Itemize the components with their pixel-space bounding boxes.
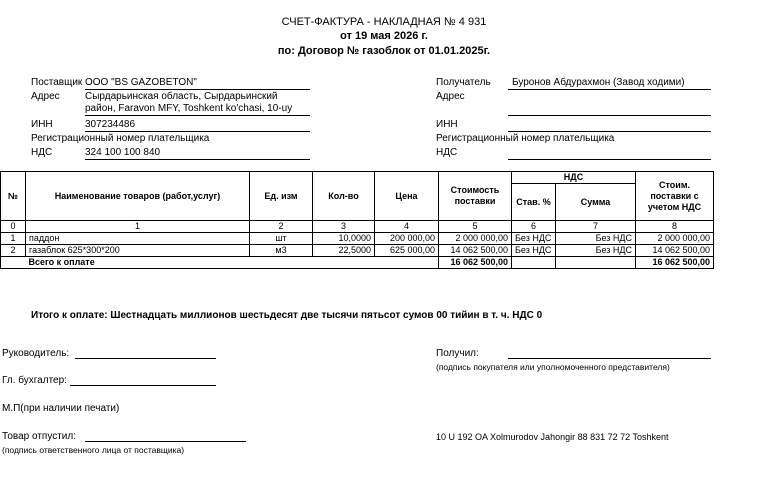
director-signature-line [75,358,216,359]
document-title: СЧЕТ-ФАКТУРА - НАКЛАДНАЯ № 4 931 [281,16,487,28]
document-date: от 19 мая 2026 г. [340,30,428,42]
supplier-inn: 307234486 [85,119,136,130]
buyer-reg-label: Регистрационный номер плательщика [436,133,615,144]
director-label: Руководитель: [2,348,70,359]
total-with-vat: 16 062 500,00 [636,257,714,269]
colnum-6: 6 [512,221,556,233]
supplier-label: Поставщик [31,77,83,88]
total-cost: 16 062 500,00 [439,257,512,269]
row-name: газаблок 625*300*200 [26,245,250,257]
total-row [1,257,714,269]
row-cost: 2 000 000,00 [439,233,512,245]
supplier-inn-line [85,131,310,132]
supplier-address-label: Адрес [31,91,60,102]
row-name: паддон [26,233,250,245]
supplier-vat: 324 100 100 840 [85,147,161,158]
colnum-3: 3 [313,221,375,233]
colnum-2: 2 [250,221,313,233]
released-note: (подпись ответственного лица от поставщика) [2,445,185,455]
row-vat-sum: Без НДС [556,245,636,257]
col-header-qty: Кол-во [313,172,375,221]
accountant-label: Гл. бухгалтер: [2,375,67,386]
buyer-name-line [508,89,711,90]
table-row [1,245,714,257]
col-header-unit: Ед. изм [250,172,313,221]
buyer-inn-line [508,131,711,132]
row-qty: 10,0000 [313,233,375,245]
col-header-price: Цена [375,172,439,221]
colnum-1: 1 [26,221,250,233]
row-price: 200 000,00 [375,233,439,245]
row-vat-rate: Без НДС [512,233,556,245]
row-vat-rate: Без НДС [512,245,556,257]
supplier-name-line [85,89,310,90]
colnum-8: 8 [636,221,714,233]
colnum-4: 4 [375,221,439,233]
buyer-inn-label: ИНН [436,119,458,130]
colnum-0: 0 [1,221,26,233]
col-header-vat-group: НДС [512,172,636,184]
row-num: 2 [1,245,26,257]
accountant-signature-line [70,385,216,386]
supplier-inn-label: ИНН [31,119,53,130]
supplier-vat-line [85,159,310,160]
column-number-row [1,221,714,233]
items-table [0,171,714,269]
col-header-vat-rate: Став. % [512,184,556,221]
buyer-vat-line [508,159,711,160]
buyer-name: Буронов Абдурахмон (Завод ходими) [512,77,685,88]
buyer-label: Получатель [436,77,491,88]
supplier-name: ООО "BS GAZOBETON" [85,77,197,88]
contract-reference: по: Договор № газоблок от 01.01.2025г. [277,45,491,57]
colnum-7: 7 [556,221,636,233]
buyer-vat-label: НДС [436,147,458,158]
col-header-total: Стоим. поставки с учетом НДС [636,172,714,221]
received-label: Получил: [436,348,479,359]
row-price: 625 000,00 [375,245,439,257]
received-note: (подпись покупателя или уполномоченного представителя) [436,362,670,372]
table-row [1,233,714,245]
buyer-address-line [508,115,711,116]
supplier-reg-label: Регистрационный номер плательщика [31,133,210,144]
row-total: 2 000 000,00 [636,233,714,245]
buyer-address-label: Адрес [436,91,465,102]
col-header-name: Наименование товаров (работ,услуг) [26,172,250,221]
row-qty: 22,5000 [313,245,375,257]
released-signature-line [85,441,246,442]
total-label: Всего к оплате [26,257,439,269]
colnum-5: 5 [439,221,512,233]
transport-info: 10 U 192 OA Xolmurodov Jahongir 88 831 72 72 Toshkent [436,432,669,442]
col-header-cost: Стоимость поставки [439,172,512,221]
received-signature-line [508,358,711,359]
released-label: Товар отпустил: [2,431,76,442]
col-header-num: № [1,172,26,221]
row-num: 1 [1,233,26,245]
row-cost: 14 062 500,00 [439,245,512,257]
supplier-address-line [85,115,310,116]
payment-amount-text: Итого к оплате: Шестнадцать миллионов шестьдесят две тысячи пятьсот сумов 00 тийин в т. ч. НДС 0 [31,310,543,321]
supplier-address-line1: Сырдарьинская область, Сырдарьинский [85,91,278,102]
stamp-label: М.П(при наличии печати) [2,403,120,414]
col-header-vat-sum: Сумма [556,184,636,221]
row-unit: м3 [250,245,313,257]
supplier-address-line2: район, Faravon MFY, Toshkent ko'chasi, 10-uy [85,103,293,114]
row-total: 14 062 500,00 [636,245,714,257]
row-unit: шт [250,233,313,245]
supplier-vat-label: НДС [31,147,53,158]
row-vat-sum: Без НДС [556,233,636,245]
